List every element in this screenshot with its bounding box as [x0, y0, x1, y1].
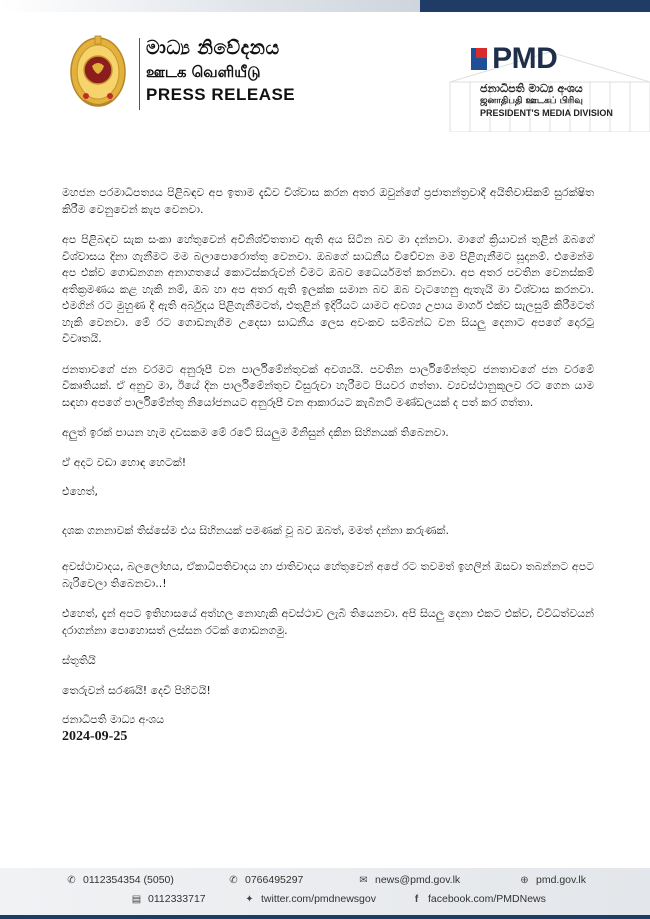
twitter-text: twitter.com/pmdnewsgov — [261, 893, 376, 905]
footer-bottom-bar — [0, 915, 650, 919]
footer-row-1 — [0, 874, 650, 894]
body-paragraph: එහෙත්, — [62, 485, 99, 498]
release-date: 2024-09-25 — [62, 729, 128, 744]
contact-footer — [0, 868, 650, 919]
footer-website — [519, 874, 586, 886]
body-paragraph: ජනතාවගේ ජන වරමට අනුරූපී වන පාර්ලිමේන්තුවක් අවශ්‍යයි. පවතින පාර්ලිමේන්තුව ජනතාවගේ ජන වරමේ විකෘතියක්. ඒ අනුව මා, ඊයේ දින පාර්ලිමේන්තුව විසුරුවා හැරීමට පියවර ගත්තා. ව්‍යවස්ථානුකූලව රට ගෙන යාම සඳහා අපගේ පාර්ලිමේන්තු නියෝජනයට අනුරූපී වන ආකාරයට කැබිනට් මණ්ඩලයක් ද පත් කර ගත්තා. — [62, 362, 594, 409]
fax-icon: ▤ — [131, 893, 142, 905]
press-release-body — [62, 185, 594, 746]
top-stripe-accent — [420, 0, 650, 12]
body-paragraph: අප පිළිබඳව සැක සංකා හේතුවෙන් අවිනිශ්චිතතාව ඇති අය සිටින බව මා දන්නවා. මාගේ ක්‍රියාවන් තුළින් ඔබගේ විශ්වාසය දිනා ගැනීමට මම බලාපොරොත්තු වෙනවා. ඔබගේ සාධනීය විවේචන මම පිළිගැනීමට සූදානම්. එමෙන්ම අප එක්ව ගොඩනගන අනාගතයේ කොටස්කරුවන් වීමට ඔබව ධෛර්යමත් කරනවා. අප අතර පවතින වෙනස්කම් අතික්‍රමණය කළ හැකි නම්, ඔබ හා අප අතර ඇති ඉලක්ක සමාන බව ඔබ වැටහෙනු ඇතැයි මා විශ්වාස කරනවා. එමගින් රට මුහුණ දී ඇති අර්බුදය පිළිගැනීමටත්, එතුළින් ඉදිරියට යාමට අවශ්‍ය උපාය මාර්ග එක්ව සැලසුම් කිරීමටත් හැකි වෙනවා. මේ රට ගොඩනැගීම උදෙසා සාධනීය ලෙස අවංකව සම්බන්ධ වන සියලු දෙනාට අපගේ දොරටු විවෘතයි. — [62, 233, 594, 345]
website-text: pmd.gov.lk — [536, 874, 586, 886]
phone-2-text: 0766495297 — [245, 874, 304, 886]
body-paragraph: අලුත් ඉරක් පායන හැම දවසකම මේ රටේ සියලුම මිනිසුන් දකින සිහිනයක් තිබෙනවා. — [62, 426, 449, 439]
footer-twitter — [244, 893, 376, 905]
title-sinhala: මාධ්‍ය නිවේදනය — [146, 37, 280, 59]
pmd-logo-text: PMD — [492, 42, 558, 75]
org-name-english: PRESIDENT'S MEDIA DIVISION — [480, 108, 613, 118]
email-icon: ✉ — [359, 874, 368, 886]
phone-icon: ✆ — [229, 874, 238, 886]
body-paragraph: ස්තූතියි — [62, 654, 96, 667]
footer-email — [358, 874, 460, 886]
org-name-block — [480, 82, 613, 119]
phone-1-text: 0112354354 (5050) — [83, 874, 174, 886]
body-paragraph: ඒ අදට වඩා හොඳ හෙටක්! — [62, 455, 187, 469]
body-paragraph: එහෙත්, දැන් අපට ඉතිහාසයේ අත්හල නොහැකි අවස්ථාව ලැබී තියෙනවා. අපි සියලු දෙනා එකට එක්ව, විවිධත්වයන් දරාගන්නා පොහොසත් ලස්සන රටක් ගොඩනගමු. — [62, 607, 594, 637]
body-paragraph: අවස්ථාවාදය, බලලෝභය, ඒකාධිපතිවාදය හා ජාතිවාදය හේතුවෙන් අපේ රට තවමත් ඉහලින් ඔසවා තබන්නට අපට බැරිවෙලා තිබෙනවා..! — [62, 560, 594, 590]
header-divider — [139, 38, 140, 110]
body-paragraph: දශක ගනනාවක් තිස්සේම එය සිහිනයක් පමණක් වූ බව ඔබත්, මමත් දන්නා කරුණක්. — [62, 523, 449, 537]
facebook-text: facebook.com/PMDNews — [428, 893, 546, 905]
footer-fax — [131, 893, 206, 905]
org-name-sinhala: ජනාධිපති මාධ්‍ය අංශය — [480, 82, 583, 95]
footer-row-2 — [0, 893, 650, 913]
signature-name: ජනාධිපති මාධ්‍ය අංශය — [62, 713, 165, 726]
globe-icon: ⊕ — [520, 874, 529, 886]
footer-facebook — [411, 893, 546, 905]
org-name-tamil: ஜனாதிபதி ஊடகப் பிரிவு — [480, 96, 583, 106]
letterhead — [0, 12, 650, 127]
phone-icon: ✆ — [67, 874, 76, 886]
title-tamil: ஊடக வெளியீடு — [146, 63, 261, 81]
press-release-title — [146, 36, 295, 106]
fax-text: 0112333717 — [148, 893, 206, 905]
email-text: news@pmd.gov.lk — [375, 874, 461, 886]
twitter-icon: ✦ — [245, 893, 254, 905]
body-paragraph: මහජන පරමාධිපත්‍යය පිළිබඳව අප ඉතාම දැඩිව විශ්වාස කරන අතර ඔවුන්ගේ ප්‍රජාතන්ත්‍රවාදී අයිතිවාසිකම් සුරක්ෂිත කිරීම වෙනුවෙන් කැප වෙනවා. — [62, 186, 594, 216]
facebook-icon: f — [414, 893, 419, 905]
title-english: PRESS RELEASE — [146, 85, 296, 104]
pmd-logo — [471, 42, 557, 76]
footer-phone-1 — [66, 874, 174, 886]
body-paragraph: තෙරුවන් සරණයි! දෙවි පිහිටයි! — [62, 683, 211, 697]
sri-lanka-emblem-icon — [68, 34, 128, 112]
signature-block — [62, 712, 594, 746]
top-stripe — [0, 0, 650, 12]
footer-phone-2 — [228, 874, 303, 886]
pmd-logo-mark-icon — [471, 48, 487, 70]
